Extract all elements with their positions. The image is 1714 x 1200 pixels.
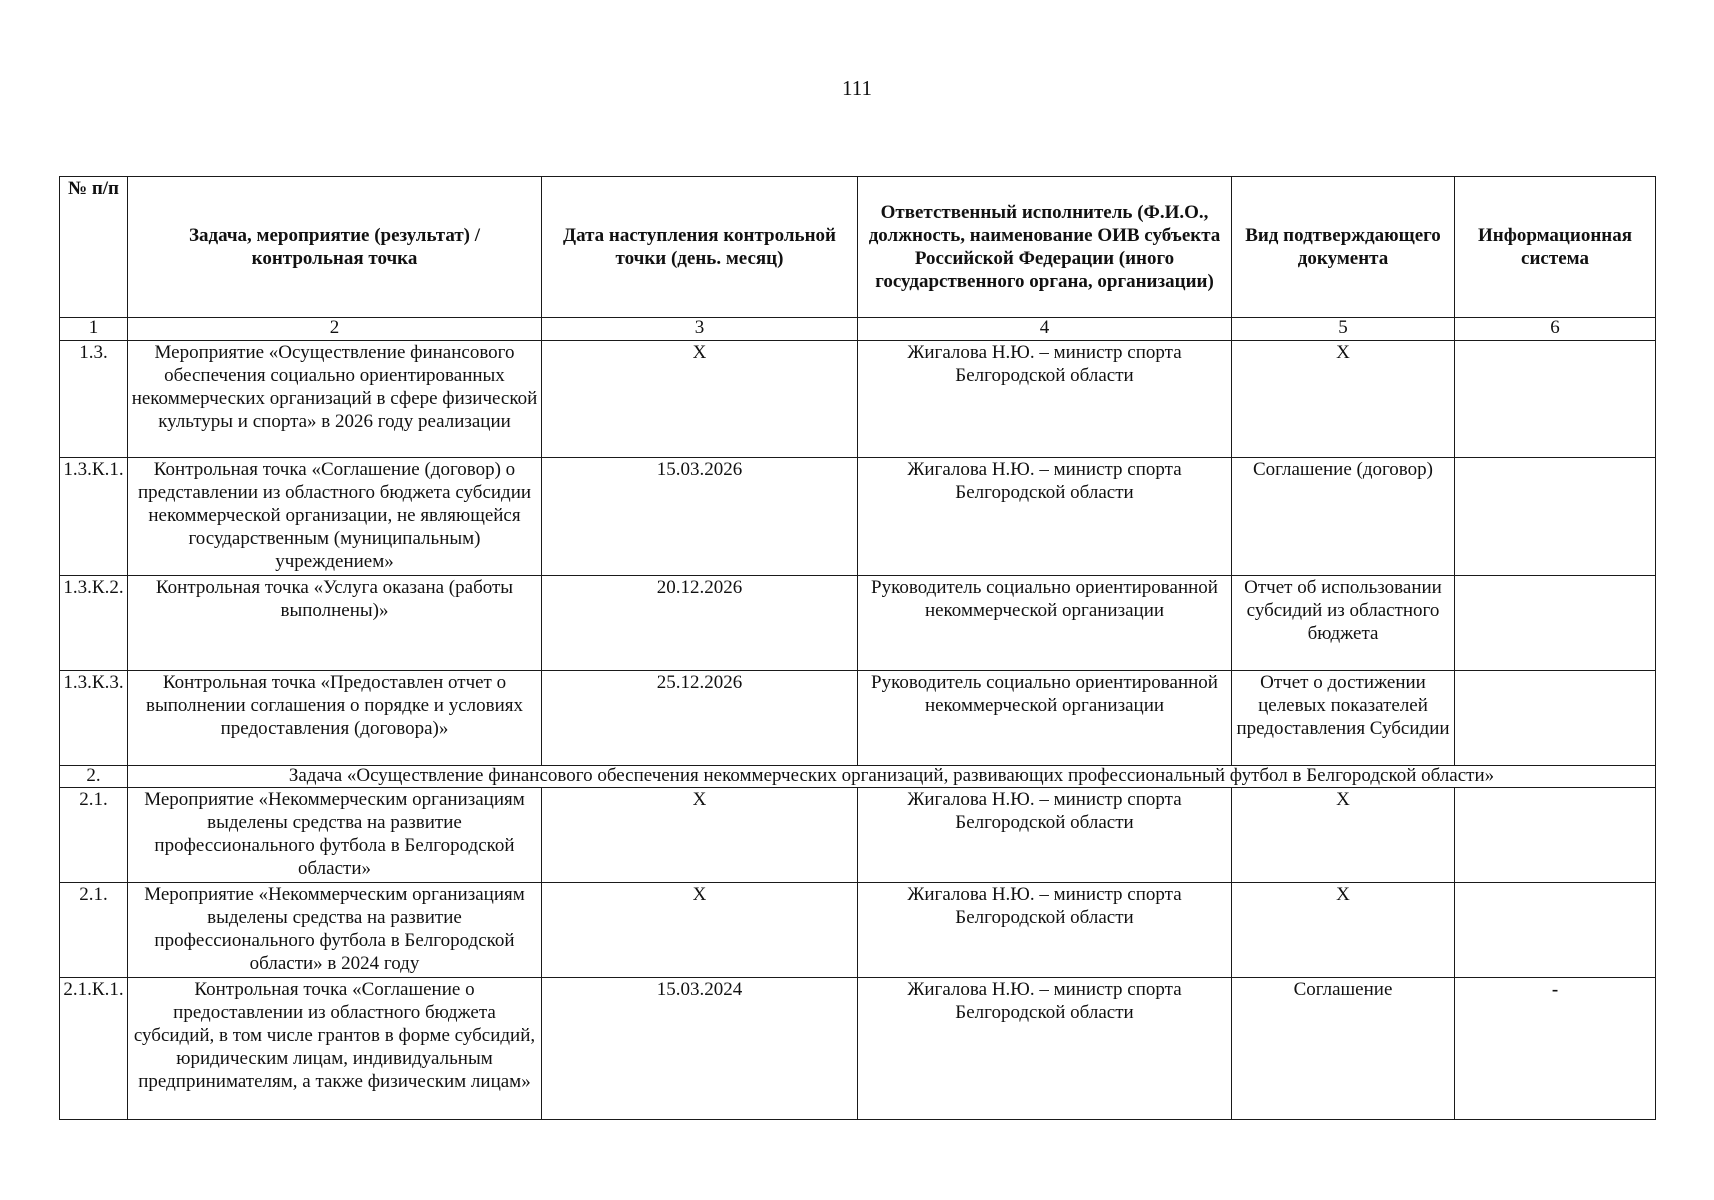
table-row [60, 458, 1656, 576]
row-document: Х [1232, 883, 1455, 978]
header-num: № п/п [60, 177, 128, 318]
section-title: Задача «Осуществление финансового обеспечения некоммерческих организаций, развивающих профессиональный футбол в Белгородской области» [128, 766, 1656, 788]
row-date: 15.03.2024 [542, 978, 858, 1120]
table-row [60, 671, 1656, 766]
row-system [1455, 671, 1656, 766]
page-number: 111 [842, 76, 872, 100]
row-system [1455, 341, 1656, 458]
column-numbers-row [60, 318, 1656, 341]
row-task: Контрольная точка «Услуга оказана (работы выполнены)» [128, 576, 542, 671]
row-document: Отчет о достижении целевых показателей предоставления Субсидии [1232, 671, 1455, 766]
table-row [60, 883, 1656, 978]
row-task: Мероприятие «Осуществление финансового обеспечения социально ориентированных некоммерческих организаций в сфере физической культуры и спорта» в 2026 году реализации [128, 341, 542, 458]
row-task: Контрольная точка «Соглашение о предоставлении из областного бюджета субсидий, в том числе грантов в форме субсидий, юридическим лицам, индивидуальным предпринимателям, а также физическим лицам» [128, 978, 542, 1120]
row-number: 2.1. [60, 883, 128, 978]
control-points-table [59, 176, 1656, 1120]
row-task: Контрольная точка «Соглашение (договор) о представлении из областного бюджета субсидии некоммерческой организации, не являющейся государственным (муниципальным) учреждением» [128, 458, 542, 576]
row-executor: Жигалова Н.Ю. – министр спорта Белгородской области [858, 883, 1232, 978]
column-number: 6 [1455, 318, 1656, 341]
row-number: 1.3. [60, 341, 128, 458]
row-number: 1.3.К.2. [60, 576, 128, 671]
row-document: Соглашение [1232, 978, 1455, 1120]
header-date: Дата наступления контрольной точки (день. месяц) [542, 177, 858, 318]
column-number: 2 [128, 318, 542, 341]
table-row [60, 978, 1656, 1120]
row-executor: Жигалова Н.Ю. – министр спорта Белгородской области [858, 458, 1232, 576]
row-number: 1.3.К.3. [60, 671, 128, 766]
table-row [60, 576, 1656, 671]
row-document: Отчет об использовании субсидий из областного бюджета [1232, 576, 1455, 671]
row-executor: Руководитель социально ориентированной некоммерческой организации [858, 671, 1232, 766]
row-date: 25.12.2026 [542, 671, 858, 766]
row-number: 1.3.К.1. [60, 458, 128, 576]
row-system [1455, 458, 1656, 576]
column-number: 3 [542, 318, 858, 341]
row-date: 15.03.2026 [542, 458, 858, 576]
section-row [60, 766, 1656, 788]
row-date: Х [542, 788, 858, 883]
row-executor: Жигалова Н.Ю. – министр спорта Белгородской области [858, 978, 1232, 1120]
column-number: 4 [858, 318, 1232, 341]
row-document: Соглашение (договор) [1232, 458, 1455, 576]
row-system: - [1455, 978, 1656, 1120]
row-executor: Жигалова Н.Ю. – министр спорта Белгородской области [858, 788, 1232, 883]
row-document: Х [1232, 341, 1455, 458]
row-date: Х [542, 341, 858, 458]
table-header-row [60, 177, 1656, 318]
header-doc: Вид подтверждающего документа [1232, 177, 1455, 318]
table-row [60, 341, 1656, 458]
row-executor: Руководитель социально ориентированной некоммерческой организации [858, 576, 1232, 671]
row-task: Мероприятие «Некоммерческим организациям выделены средства на развитие профессионального футбола в Белгородской области» в 2024 году [128, 883, 542, 978]
column-number: 1 [60, 318, 128, 341]
row-system [1455, 576, 1656, 671]
header-executor: Ответственный исполнитель (Ф.И.О., должность, наименование ОИВ субъекта Российской Федерации (иного государственного органа, организации) [858, 177, 1232, 318]
table-row [60, 788, 1656, 883]
row-executor: Жигалова Н.Ю. – министр спорта Белгородской области [858, 341, 1232, 458]
row-date: 20.12.2026 [542, 576, 858, 671]
row-document: Х [1232, 788, 1455, 883]
row-system [1455, 788, 1656, 883]
column-number: 5 [1232, 318, 1455, 341]
header-task: Задача, мероприятие (результат) / контрольная точка [128, 177, 542, 318]
header-system: Информационная система [1455, 177, 1656, 318]
row-task: Контрольная точка «Предоставлен отчет о выполнении соглашения о порядке и условиях предоставления (договора)» [128, 671, 542, 766]
section-number: 2. [60, 766, 128, 788]
row-task: Мероприятие «Некоммерческим организациям выделены средства на развитие профессионального футбола в Белгородской области» [128, 788, 542, 883]
row-date: Х [542, 883, 858, 978]
row-system [1455, 883, 1656, 978]
row-number: 2.1. [60, 788, 128, 883]
row-number: 2.1.К.1. [60, 978, 128, 1120]
